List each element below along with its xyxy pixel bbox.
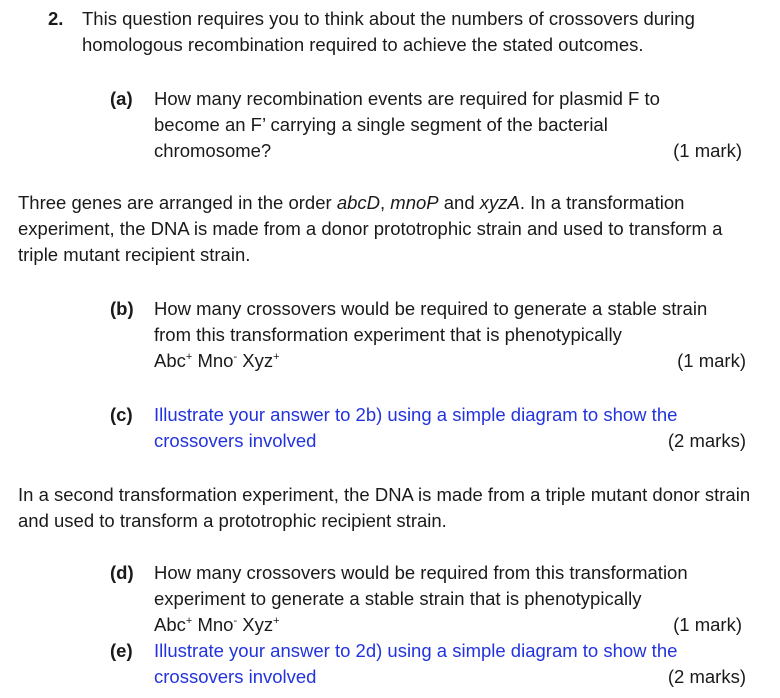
part-c-text: Illustrate your answer to 2b) using a simple diagram to show the crossovers involved (154, 404, 678, 451)
pheno-xyz-sup: + (273, 615, 280, 627)
gene-xyza: xyzA (479, 192, 520, 213)
part-a (110, 86, 742, 164)
para1-sep-1: , (380, 192, 391, 213)
part-a-label: (a) (110, 88, 133, 109)
part-e-label: (e) (110, 640, 133, 661)
part-c (110, 402, 746, 454)
part-b (110, 296, 746, 374)
pheno-mno-sup: - (233, 351, 238, 363)
part-b-label: (b) (110, 298, 134, 319)
question-intro: This question requires you to think about the numbers of crossovers during homologous recombination required to achieve the stated outcomes. (82, 8, 695, 55)
question-2 (48, 6, 763, 58)
part-d-text (154, 560, 742, 638)
gene-abcd: abcD (336, 192, 381, 213)
part-a-text: How many recombination events are required for plasmid F to become an F’ carrying a single segment of the bacterial chromosome? (154, 88, 660, 161)
pheno-xyz: Xyz (242, 614, 274, 635)
paragraph-second-experiment: In a second transformation experiment, the DNA is made from a triple mutant donor strain and used to transform a prototrophic recipient strain. (18, 484, 751, 531)
paragraph-gene-order (18, 190, 758, 268)
part-c-marks: (2 marks) (667, 430, 746, 451)
part-d-question: How many crossovers would be required from this transformation experiment to generate a stable strain that is phenotypically (154, 562, 688, 609)
part-d (110, 560, 742, 638)
question-number: 2. (48, 8, 64, 29)
pheno-xyz-sup: + (273, 351, 280, 363)
part-b-marks: (1 mark) (677, 350, 746, 371)
pheno-mno-sup: - (233, 615, 238, 627)
part-e-text: Illustrate your answer to 2d) using a simple diagram to show the crossovers involved (154, 640, 678, 687)
pheno-mno: Mno (197, 614, 234, 635)
part-d-label: (d) (110, 562, 134, 583)
pheno-abc: Abc (154, 614, 186, 635)
part-b-text (154, 296, 746, 374)
part-a-marks: (1 mark) (673, 140, 742, 161)
part-e (110, 638, 746, 690)
pheno-abc: Abc (154, 350, 186, 371)
gene-mnop: mnoP (390, 192, 439, 213)
pheno-abc-sup: + (185, 351, 193, 363)
para1-text-start: Three genes are arranged in the order (18, 192, 337, 213)
pheno-abc-sup: + (185, 615, 193, 627)
para1-text-end: . In a transformation experiment, the DNA is made from a donor prototrophic strain and used to transform a triple mutant recipient strain. (18, 192, 723, 265)
part-b-question: How many crossovers would be required to generate a stable strain from this transformation experiment that is phenotypically (154, 298, 708, 345)
pheno-mno: Mno (197, 350, 234, 371)
part-d-phenotype (154, 614, 280, 635)
pheno-xyz: Xyz (242, 350, 274, 371)
part-d-marks: (1 mark) (673, 614, 742, 635)
part-b-phenotype (154, 350, 280, 371)
part-e-marks: (2 marks) (667, 666, 746, 687)
part-c-label: (c) (110, 404, 133, 425)
para1-sep-2: and (438, 192, 480, 213)
